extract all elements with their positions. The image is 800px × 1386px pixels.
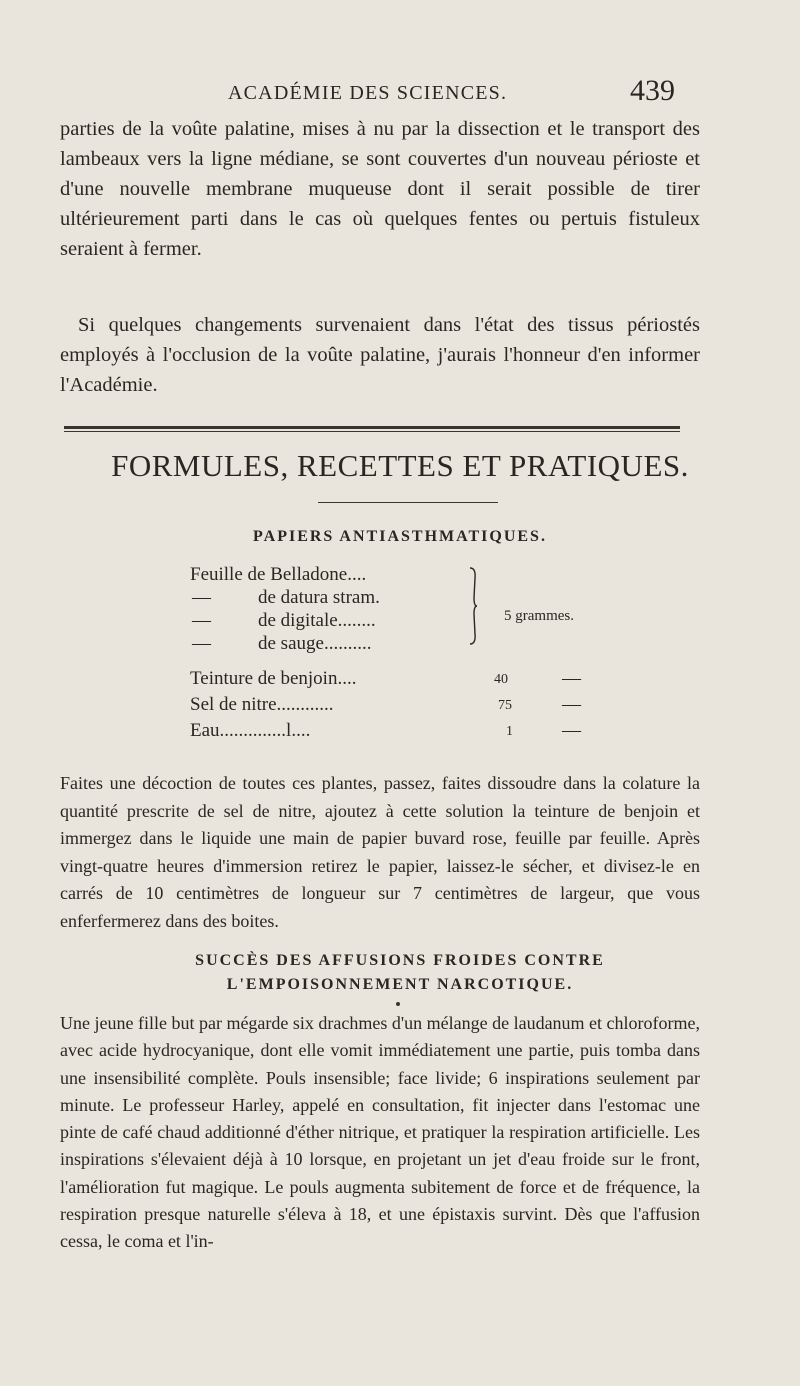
case-heading-line1: SUCCÈS DES AFFUSIONS FROIDES CONTRE: [195, 952, 605, 969]
ditto-dash: —: [192, 610, 211, 631]
ingredient-sauge: de sauge..........: [258, 633, 372, 654]
page-header: [0, 72, 800, 112]
recipe-heading: PAPIERS ANTIASTHMATIQUES.: [253, 528, 547, 545]
ingredient-digitale: de digitale........: [258, 610, 376, 631]
quantity-eau: 1: [506, 724, 513, 739]
case-paragraph: Une jeune fille but par mégarde six drachmes d'un mélange de laudanum et chloroforme, avec acide hydrocyanique, dont elle vomit immédiatement une partie, puis tomba dans une insensibilité complète. Pouls insensible; face livide; 6 inspirations seulement par minute. Le professeur Harley, appelé en consultation, fit injecter dans l'estomac une pinte de café chaud additionné d'éther nitrique, et pratiquer la respiration artificielle. Les inspirations s'élevaient déjà à 10 lorsque, en projetant un jet d'eau froide sur le front, l'amélioration fut magique. Le pouls augmenta subitement de force et de fréquence, la respiration presque naturelle s'éleva à 18, et une épistaxis survint. Dès que l'affusion cessa, le coma et l'in-: [60, 1013, 701, 1252]
ingredient-belladone: Feuille de Belladone....: [190, 564, 367, 585]
ingredient-datura: de datura stram.: [258, 587, 380, 608]
page-number: 439: [630, 74, 675, 107]
grouped-quantity: 5 grammes.: [504, 608, 574, 624]
case-heading-line2: L'EMPOISONNEMENT NARCOTIQUE.: [226, 976, 574, 993]
ingredient-eau: Eau..............l....: [190, 720, 311, 741]
quantity-nitre: 75: [498, 698, 512, 713]
recipe-instructions: Faites une décoction de toutes ces plantes, passez, faites dissoudre dans la colature la quantité prescrite de sel de nitre, ajoutez à cette solution la teinture de benjoin et immergez dans le liquide une main de papier buvard rose, feuille par feuille. Après vingt-quatre heures d'immersion retirez le papier, laissez-le sécher, et divisez-le en carrés de 10 centimètres de longueur sur 7 centimètres de largeur, que vous enferfermerez dans des boites.: [60, 773, 700, 931]
running-title: ACADÉMIE DES SCIENCES.: [228, 82, 508, 104]
ditto-dash: —: [562, 720, 581, 741]
closing-paragraph: Si quelques changements survenaient dans l'état des tissus périostés employés à l'occlusion de la voûte palatine, j'aurais l'honneur d'en informer l'Académie.: [60, 314, 700, 396]
ditto-dash: —: [562, 668, 581, 689]
ditto-dash: —: [192, 633, 211, 654]
intro-paragraph: parties de la voûte palatine, mises à nu par la dissection et le transport des lambeaux vers la ligne médiane, se sont couvertes d'un nouveau périoste et d'une nouvelle membrane muqueuse dont il serait possible de tirer ultérieurement parti dans le cas où quelques fentes ou pertuis fistuleux seraient à fermer.: [60, 118, 700, 260]
grouping-brace: [468, 566, 478, 646]
ingredient-nitre: Sel de nitre............: [190, 694, 334, 715]
section-title: FORMULES, RECETTES ET PRATIQUES.: [111, 448, 689, 483]
section-divider: [64, 426, 680, 432]
recipe-ingredients: [0, 560, 800, 750]
ornament-dot: [396, 1002, 400, 1006]
ditto-dash: —: [192, 587, 211, 608]
quantity-benjoin: 40: [494, 672, 508, 687]
ditto-dash: —: [562, 694, 581, 715]
title-underline: [318, 502, 498, 503]
ingredient-benjoin: Teinture de benjoin....: [190, 668, 357, 689]
